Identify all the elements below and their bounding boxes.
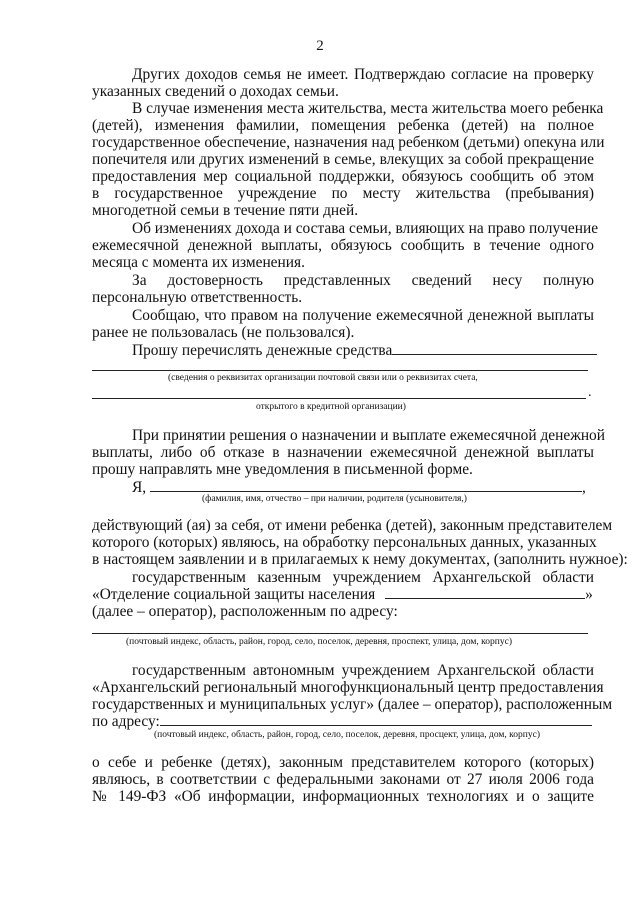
text-line: месяца с момента их изменения. — [92, 254, 305, 271]
address-field-1[interactable] — [92, 633, 588, 634]
quote-close: » — [585, 586, 593, 603]
text-line: в государственное учреждение по месту жительства (пребывания) — [92, 185, 594, 202]
text-line: государственных и муниципальных услуг» (далее – оператор), расположенным — [92, 696, 613, 713]
address-line-2 — [92, 713, 594, 730]
text-line: государственным казенным учреждением Архангельской области — [132, 569, 594, 586]
bank-details-field-3[interactable] — [92, 398, 586, 399]
text-line: (детей), изменения фамилии, помещения ребенка (детей) на полное — [92, 117, 594, 134]
hint-credit-org: открытого в кредитной организации) — [256, 402, 406, 412]
text-line: № 149-ФЗ «Об информации, информационных технологиях и о защите — [92, 788, 594, 805]
address-label: по адресу: — [92, 713, 160, 730]
page-number: 2 — [316, 38, 324, 54]
transfer-label: Прошу перечислять денежные средства — [132, 342, 393, 359]
text-line: государственное обеспечение, назначения над ребенком (детьми) опекуна или — [92, 134, 605, 151]
text-line: За достоверность представленных сведений несу полную — [132, 272, 594, 289]
text-line: При принятии решения о назначении и выплате ежемесячной денежной — [132, 427, 605, 444]
ya-label: Я, — [132, 479, 147, 496]
text-line: прошу направлять мне уведомления в письменной форме. — [92, 461, 473, 478]
text-line: которого (которых) являюсь, на обработку персональных данных, указанных — [92, 534, 597, 551]
hint-requisites: (сведения о реквизитах организации почтовой связи или о реквизитах счета, — [168, 373, 478, 383]
text-line: выплаты, либо об отказе в назначении ежемесячной денежной выплаты — [92, 444, 594, 461]
end-period: . — [588, 385, 592, 400]
department-label: «Отделение социальной защиты населения — [92, 586, 376, 603]
text-line: являюсь, в соответствии с федеральными законами от 27 июля 2006 года — [92, 771, 594, 788]
text-line: Сообщаю, что правом на получение ежемесячной денежной выплаты — [132, 307, 594, 324]
comma: , — [581, 479, 586, 496]
text-line: В случае изменения места жительства, места жительства моего ребенка — [132, 100, 604, 117]
fio-field[interactable] — [150, 479, 582, 492]
text-line: государственным автономным учреждением Архангельской области — [132, 662, 594, 679]
transfer-request-line — [92, 342, 594, 359]
text-line: попечителя или других изменений в семье, влекущих за собой прекращение — [92, 151, 594, 168]
text-line: (далее – оператор), расположенным по адресу: — [92, 603, 398, 620]
text-line: Других доходов семья не имеет. Подтверждаю согласие на проверку — [132, 66, 594, 83]
department-field[interactable] — [385, 586, 585, 599]
text-line: указанных сведений о доходах семьи. — [92, 83, 339, 100]
text-line: ранее не пользовалась (не пользовался). — [92, 324, 355, 341]
bank-details-field-2[interactable] — [92, 370, 588, 371]
hint-address-1: (почтовый индекс, область, район, город, село, поселок, деревня, проспект, улица, дом, корпус) — [126, 637, 513, 647]
text-line: «Архангельский региональный многофункциональный центр предоставления — [92, 679, 604, 696]
department-line — [92, 586, 594, 603]
text-line: многодетной семьи в течение пяти дней. — [92, 202, 359, 219]
text-line: предоставления мер социальной поддержки, обязуюсь сообщить об этом — [92, 168, 594, 185]
text-line: Об изменениях дохода и состава семьи, влияющих на право получение — [132, 220, 599, 237]
text-line: в настоящем заявлении и в прилагаемых к нему документах, (заполнить нужное): — [92, 551, 628, 568]
hint-fio: (фамилия, имя, отчество – при наличии, родителя (усыновителя,) — [202, 494, 467, 504]
address-field-2[interactable] — [160, 713, 592, 726]
text-line: персональную ответственность. — [92, 289, 303, 306]
text-line: ежемесячной денежной выплаты, обязуюсь сообщить в течение одного — [92, 237, 594, 254]
hint-address-2: (почтовый индекс, область, район, город, село, поселок, деревня, просцект, улица, дом, корпус) — [154, 730, 541, 740]
text-line: о себе и ребенке (детях), законным представителем которого (которых) — [92, 754, 594, 771]
bank-details-field[interactable] — [392, 342, 597, 355]
text-line: действующий (ая) за себя, от имени ребенка (детей), законным представителем — [92, 517, 613, 534]
